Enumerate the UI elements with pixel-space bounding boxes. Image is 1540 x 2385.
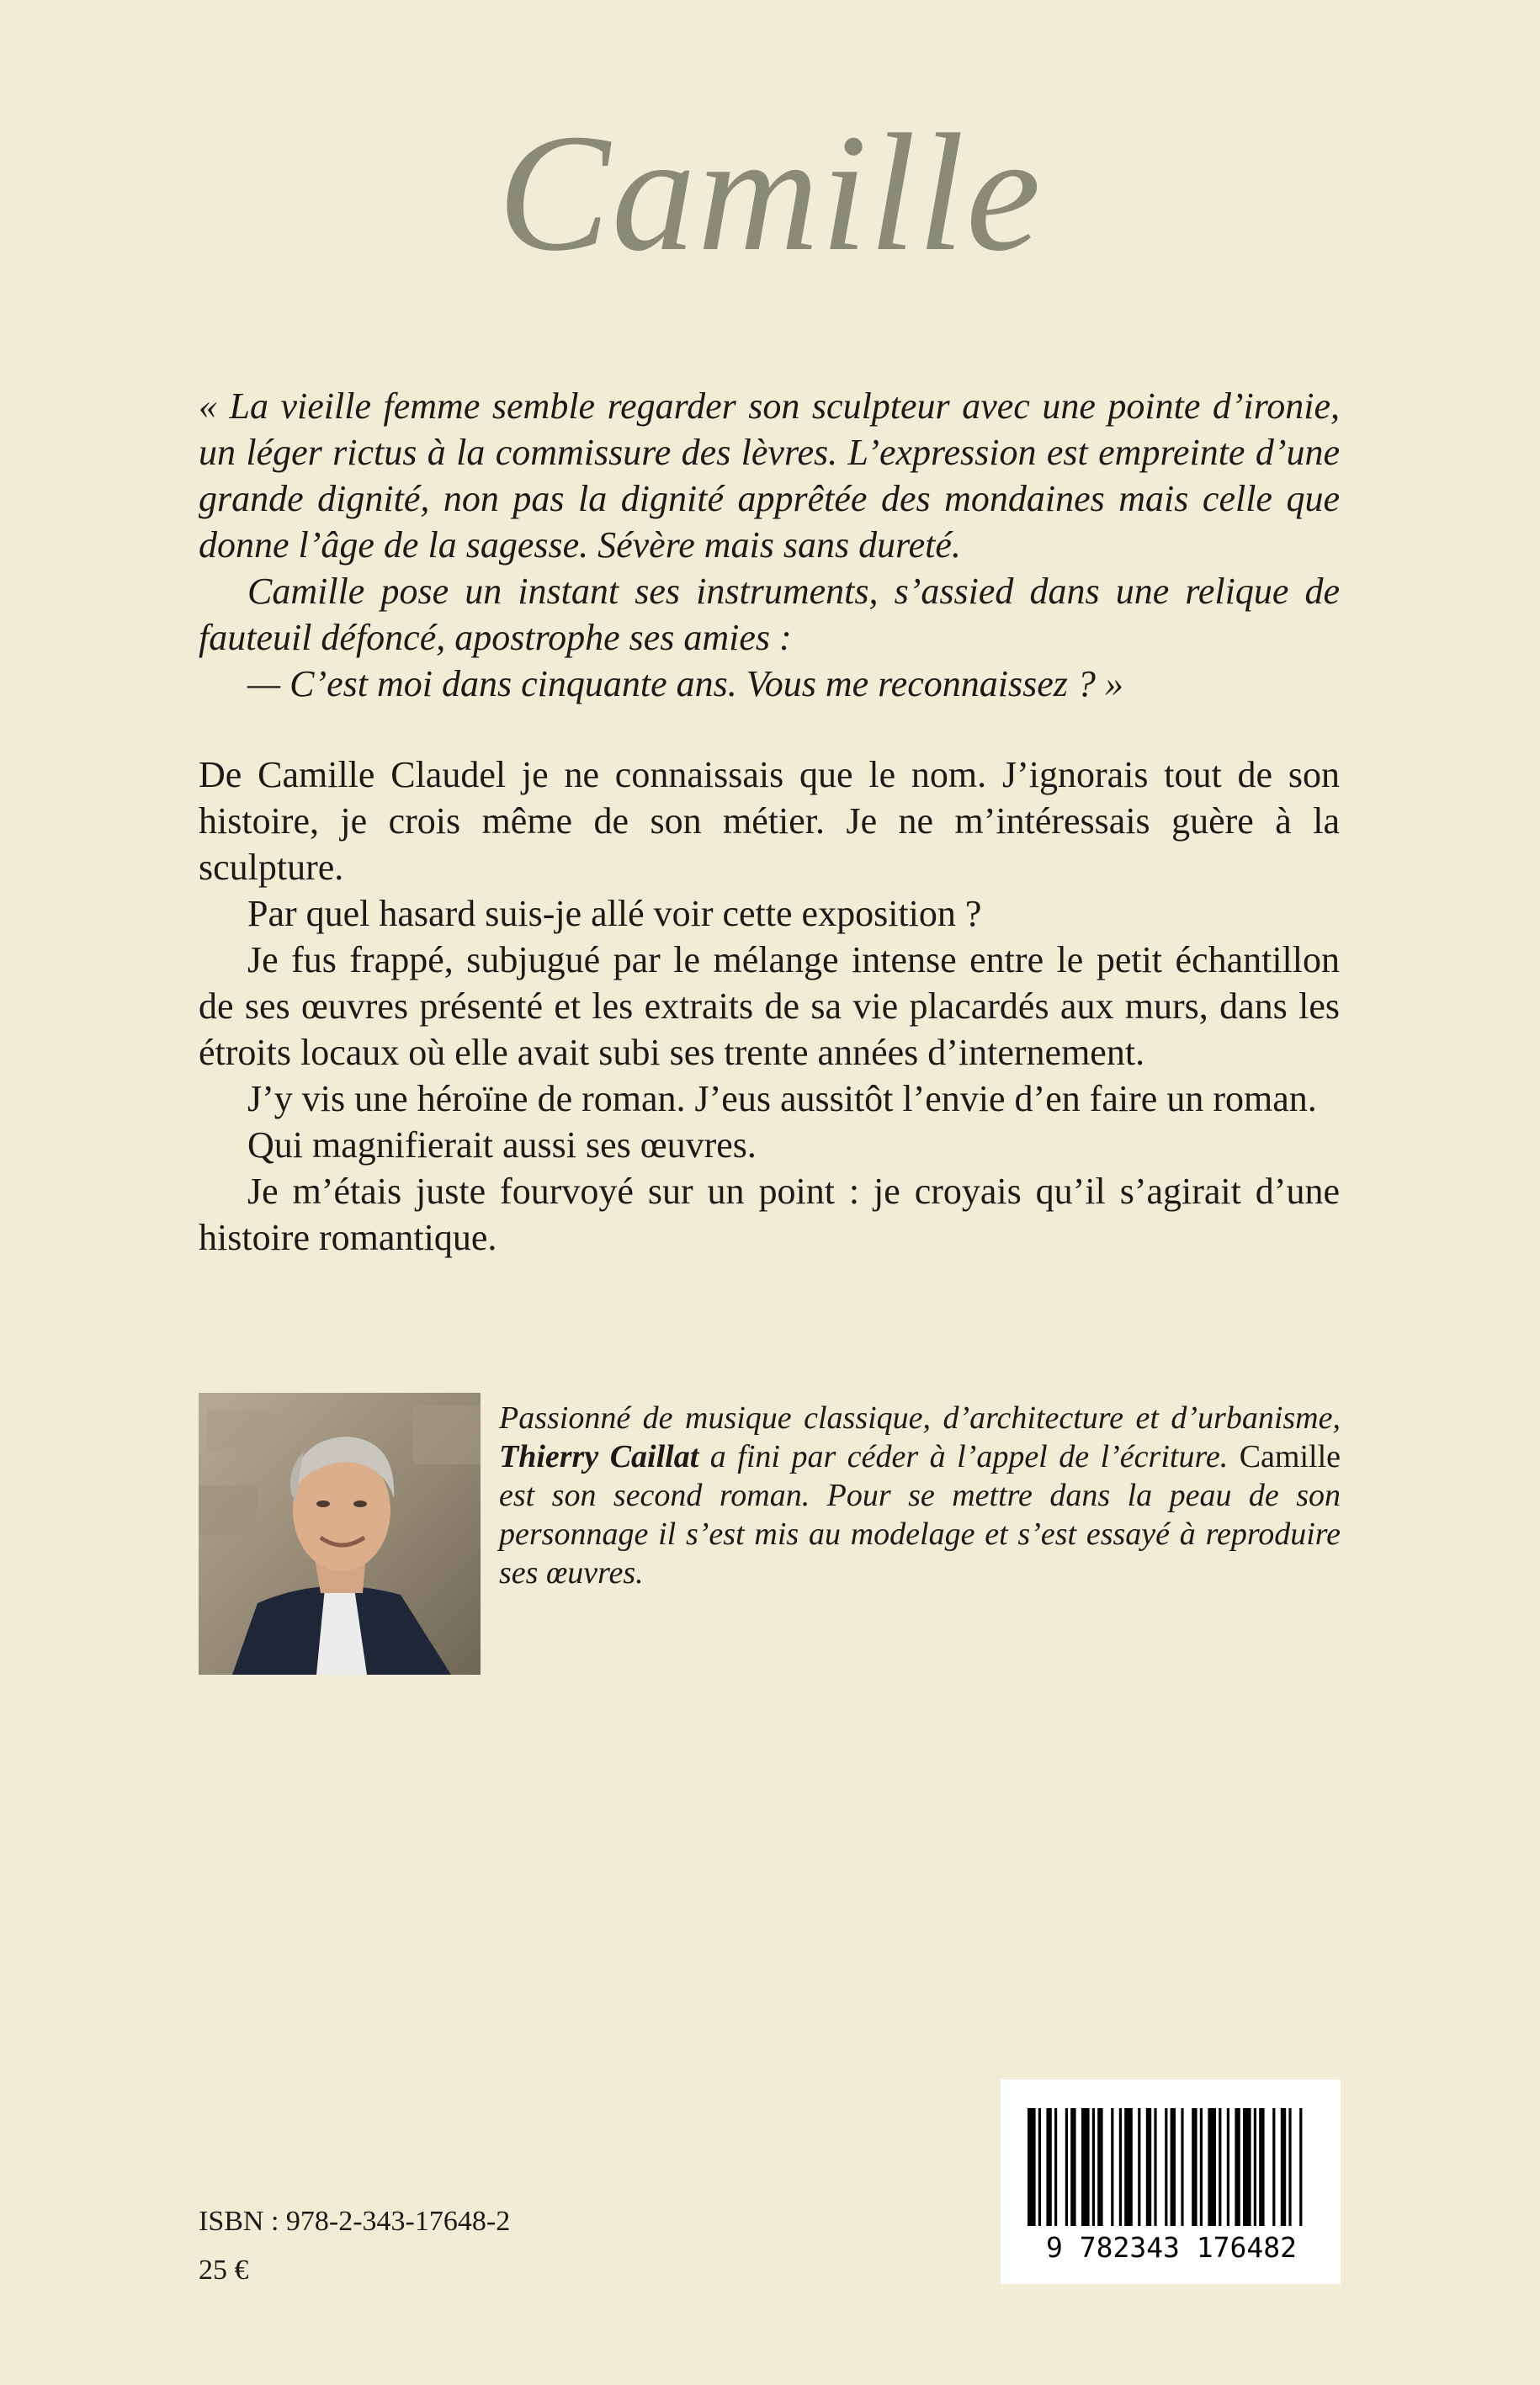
barcode-bar [1171, 2108, 1176, 2226]
barcode-bar [1243, 2108, 1251, 2226]
barcode-bar [1070, 2108, 1075, 2226]
author-photo [199, 1393, 481, 1675]
barcode-bar [1092, 2108, 1095, 2226]
barcode-bar [1081, 2108, 1090, 2226]
barcode-bar [1259, 2108, 1264, 2226]
blurb-paragraph: J’y vis une héroïne de roman. J’eus aussitôt l’envie d’en faire un roman. [247, 1078, 1317, 1119]
blurb-paragraph: Je m’étais juste fourvoyé sur un point : je croyais qu’il s’agirait d’une histoire romantique. [199, 1171, 1340, 1258]
barcode-bar [1124, 2108, 1133, 2226]
bio-text: a fini par céder à l’appel de l’écriture. [698, 1439, 1240, 1474]
barcode-bar [1254, 2108, 1256, 2226]
barcode-bar [1200, 2108, 1203, 2226]
barcode-bar [1046, 2108, 1051, 2226]
barcode-bar [1299, 2108, 1302, 2226]
author-bio [499, 1399, 1341, 1592]
barcode-bar [1288, 2108, 1291, 2226]
price: 25 € [199, 2255, 249, 2286]
barcode-bar [1281, 2108, 1286, 2226]
barcode-bar [1138, 2108, 1140, 2226]
barcode-bar [1111, 2108, 1113, 2226]
author-portrait-image [199, 1393, 481, 1675]
blurb-text [199, 752, 1340, 1261]
quote-dialogue: — C’est moi dans cinquante ans. Vous me reconnaissez ? » [247, 663, 1123, 704]
barcode-bar [1119, 2108, 1122, 2226]
barcode-bar [1272, 2108, 1275, 2226]
barcode-bar [1181, 2108, 1183, 2226]
barcode-bar [1227, 2108, 1229, 2226]
barcode-bar [1097, 2108, 1102, 2226]
barcode-bar [1235, 2108, 1240, 2226]
book-title: Camille [497, 100, 1043, 286]
excerpt-quote [199, 383, 1340, 707]
barcode-bar [1208, 2108, 1216, 2226]
book-name: Camille [1239, 1439, 1341, 1474]
barcode-bars [1024, 2108, 1319, 2226]
bio-text: est son second roman. Pour se mettre dans la peau de son personnage il s’est mis au modelage et s’est essayé à reproduire ses œuvres. [499, 1478, 1341, 1591]
barcode-bar [1192, 2108, 1197, 2226]
barcode-bar [1154, 2108, 1156, 2226]
author-name: Thierry Caillat [499, 1439, 699, 1474]
blurb-paragraph: Qui magnifierait aussi ses œuvres. [247, 1124, 757, 1166]
blurb-paragraph: De Camille Claudel je ne connaissais que le nom. J’ignorais tout de son histoire, je crois même de son métier. Je ne m’intéressais guère à la sculpture. [199, 754, 1340, 888]
barcode-bar [1219, 2108, 1221, 2226]
barcode-bar [1146, 2108, 1151, 2226]
barcode [1001, 2080, 1341, 2284]
quote-paragraph: Camille pose un instant ses instruments, s’assied dans une relique de fauteuil défoncé, apostrophe ses amies : [199, 571, 1340, 658]
quote-paragraph: « La vieille femme semble regarder son sculpteur avec une pointe d’ironie, un léger rictus à la commissure des lèvres. L’expression est empreinte d’une grande dignité, non pas la dignité apprêtée des mondaines mais celle que donne l’âge de la sagesse. Sévère mais sans dureté. [199, 385, 1340, 566]
barcode-bar [1038, 2108, 1041, 2226]
barcode-bar [1065, 2108, 1068, 2226]
barcode-bar [1165, 2108, 1167, 2226]
blurb-paragraph: Par quel hasard suis-je allé voir cette exposition ? [247, 893, 982, 934]
barcode-bar [1054, 2108, 1057, 2226]
bio-text: Passionné de musique classique, d’architecture et d’urbanisme, [499, 1400, 1341, 1436]
barcode-digits: 9 782343 176482 [1045, 2231, 1297, 2264]
blurb-paragraph: Je fus frappé, subjugué par le mélange intense entre le petit échantillon de ses œuvres présenté et les extraits de sa vie placardés aux murs, dans les étroits locaux où elle avait subi ses trente années d’internement. [199, 939, 1340, 1073]
isbn: ISBN : 978-2-343-17648-2 [199, 2206, 511, 2237]
barcode-bar [1028, 2108, 1036, 2226]
